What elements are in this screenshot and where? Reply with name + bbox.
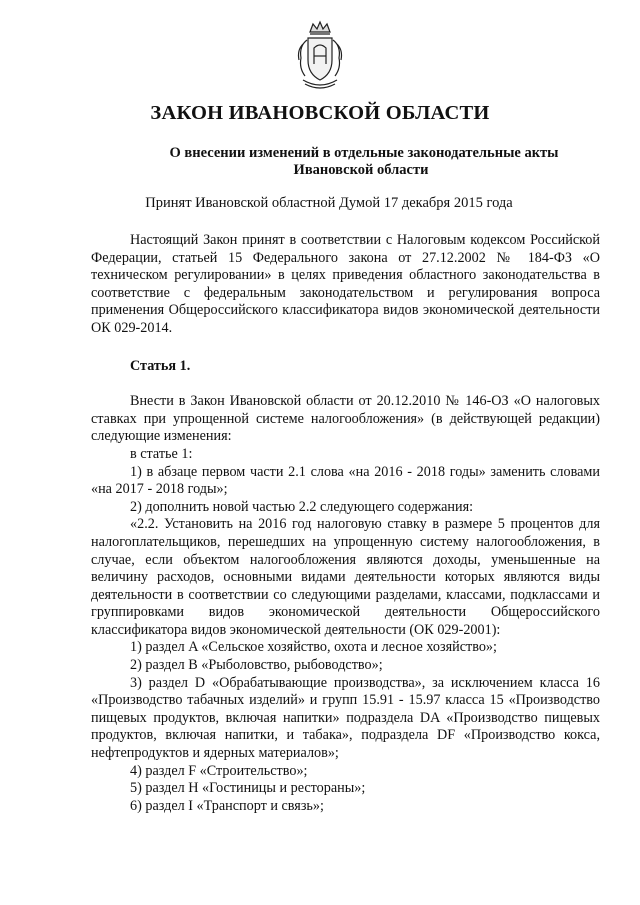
section-item: 4) раздел F «Строительство»; — [130, 762, 308, 779]
section-item: 2) раздел B «Рыболовство, рыбоводство»; — [130, 657, 383, 674]
amendment-item-2: 2) дополнить новой частью 2.2 следующего содержания: — [130, 498, 474, 515]
preamble-paragraph: Настоящий Закон принят в соответствии с Налоговым кодексом Российской Федерации, статьей 15 Федерального закона от 27.12.2002 № 184-ФЗ «О техническом регулировании» в целях приведения областного законодательства в соответствие с федеральным законодательством и регулирования вопроса применения Общероссийского классификатора видов экономической деятельности ОК 029-2014. — [91, 232, 600, 336]
document-title: ЗАКОН ИВАНОВСКОЙ ОБЛАСТИ — [150, 102, 490, 124]
subtitle-line-2: Ивановской области — [293, 162, 429, 178]
amendment-quote: «2.2. Установить на 2016 год налоговую ставку в размере 5 процентов для налогоплательщиков, перешедших на упрощенную систему налогообложения, в случае, если объектом налогообложения являются доходы, уменьшенные на величину расходов, основными видами деятельности которых являются виды деятельности в соответствии со следующими разделами, классами, подклассами и группировками видов экономической деятельности Общероссийского классификатора видов экономической деятельности (ОК 029-2001): — [91, 516, 600, 638]
coat-of-arms-icon — [295, 20, 345, 92]
article-intro: Внести в Закон Ивановской области от 20.12.2010 № 146-ОЗ «О налоговых ставках при упрощенной системе налогообложения» (в действующей редакции) следующие изменения: — [91, 393, 600, 445]
article-heading: Статья 1. — [130, 357, 191, 374]
article-in-article: в статье 1: — [130, 445, 193, 462]
amendment-item-1: 1) в абзаце первом части 2.1 слова «на 2016 - 2018 годы» заменить словами «на 2017 - 2018 годы»; — [91, 463, 600, 498]
adoption-date: Принят Ивановской областной Думой 17 декабря 2015 года — [145, 195, 513, 211]
section-item: 6) раздел I «Транспорт и связь»; — [130, 797, 324, 814]
subtitle-line-1: О внесении изменений в отдельные законодательные акты — [169, 145, 559, 161]
section-item: 3) раздел D «Обрабатывающие производства», за исключением класса 16 «Производство табачных изделий» и групп 15.91 - 15.97 класса 15 «Производство пищевых продуктов, включая напитки» подраздела DA «Производство пищевых продуктов, включая напитки, и табака», подраздела DF «Производство кокса, нефтепродуктов и ядерных материалов»; — [91, 674, 600, 762]
document-subtitle — [0, 145, 640, 179]
section-item: 1) раздел A «Сельское хозяйство, охота и лесное хозяйство»; — [130, 639, 497, 656]
document-body — [91, 232, 600, 815]
section-item: 5) раздел H «Гостиницы и рестораны»; — [130, 780, 366, 797]
